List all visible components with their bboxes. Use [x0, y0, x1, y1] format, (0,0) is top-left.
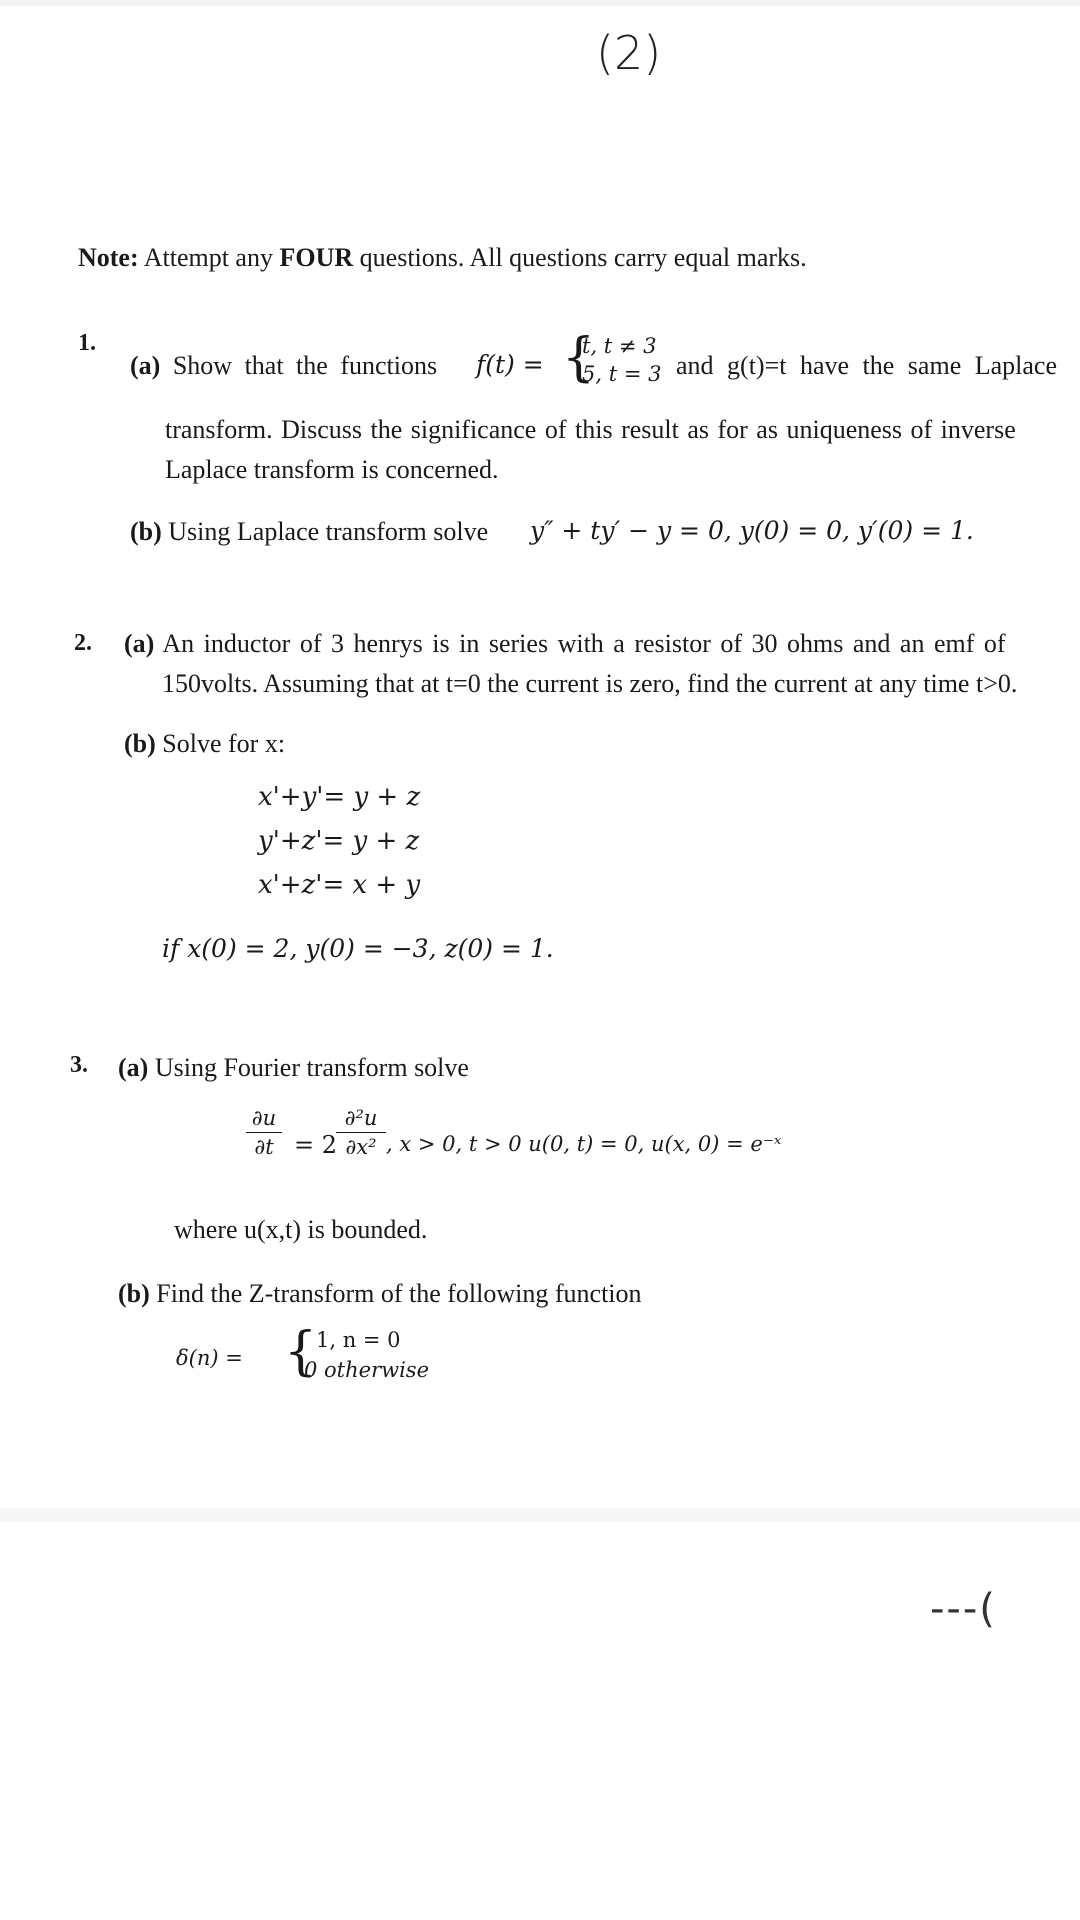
q2a-line-1: [124, 628, 1006, 660]
q2b-eq-2: y'+z'= y + z: [258, 826, 420, 856]
q1b-text: Using Laplace transform solve: [168, 517, 489, 546]
note-line: [78, 242, 807, 274]
q2b-text: Solve for x:: [162, 729, 286, 758]
q1a-brace: {: [562, 328, 596, 388]
q1b-equation: y″ + ty′ − y = 0, y(0) = 0, y′(0) = 1.: [530, 516, 974, 545]
q1a-text-1: Show that the functions: [172, 351, 438, 380]
q3b-case-2: 0 otherwise: [304, 1358, 430, 1382]
q3a-lhs-fraction: [246, 1106, 282, 1159]
q2a-text-1: An inductor of 3 henrys is in series with a resistor of 30 ohms and an emf of: [162, 629, 1006, 658]
q3a-lhs-denominator: ∂t: [254, 1135, 274, 1159]
scan-edge-top: [0, 0, 1080, 6]
q1-number: 1.: [78, 330, 96, 356]
q2b-condition: if x(0) = 2, y(0) = −3, z(0) = 1.: [162, 934, 554, 963]
q3-number: 3.: [70, 1052, 88, 1078]
q3b-delta-def: δ(n) =: [176, 1346, 243, 1370]
q1a-case-2: 5, t = 3: [582, 362, 662, 386]
q2b-eq-1: x'+y'= y + z: [258, 782, 421, 812]
q1a-line-1: [130, 350, 437, 382]
continuation-mark: ---(: [930, 1586, 997, 1632]
q3a-label: (a): [118, 1053, 149, 1082]
q3a-rhs-denominator: ∂x²: [345, 1135, 377, 1159]
q1a-text-3: transform. Discuss the significance of this result as for as uniqueness of inverse: [165, 415, 1016, 444]
q3b-text: Find the Z-transform of the following function: [156, 1279, 642, 1308]
note-text-2: questions. All questions carry equal marks.: [359, 243, 807, 272]
q2a-label: (a): [124, 629, 155, 658]
q3a-lhs-numerator: ∂u: [251, 1106, 277, 1130]
q3a-rhs-fraction: [336, 1106, 386, 1159]
q2b-label: (b): [124, 729, 156, 758]
q3b-label: (b): [118, 1279, 150, 1308]
page-number-mark: (2): [596, 26, 662, 80]
q3b-case-1: 1, n = 0: [316, 1328, 401, 1352]
q1a-text-2: and g(t)=t have the same Laplace: [676, 351, 1057, 380]
q3b-brace: {: [284, 1322, 318, 1382]
q2a-text-2: 150volts. Assuming that at t=0 the current is zero, find the current at any time t>0.: [162, 669, 1018, 698]
q1b-line: [130, 516, 488, 548]
note-label: Note:: [78, 243, 139, 272]
note-text-1: Attempt any: [143, 243, 273, 272]
q3a-equals: = 2: [294, 1131, 338, 1159]
q3b-line: [118, 1278, 642, 1310]
q3a-bounded: where u(x,t) is bounded.: [174, 1215, 428, 1244]
q2-number: 2.: [74, 630, 92, 656]
q1a-label: (a): [130, 351, 161, 380]
scan-band-lower: [0, 1508, 1080, 1522]
q2b-eq-3: x'+z'= x + y: [258, 870, 421, 900]
q3a-rhs-numerator: ∂²u: [344, 1106, 378, 1130]
q1a-case-1: t, t ≠ 3: [582, 334, 657, 358]
q3a-line: [118, 1052, 469, 1084]
q3a-text: Using Fourier transform solve: [154, 1053, 469, 1082]
q1a-text-4: Laplace transform is concerned.: [165, 455, 499, 484]
q1a-f-def: f(t) =: [476, 350, 544, 379]
note-emphasis: FOUR: [279, 243, 354, 272]
q1b-label: (b): [130, 517, 162, 546]
q3a-conditions: , x > 0, t > 0 u(0, t) = 0, u(x, 0) = e⁻ˣ: [386, 1132, 782, 1156]
q2b-line: [124, 728, 285, 760]
